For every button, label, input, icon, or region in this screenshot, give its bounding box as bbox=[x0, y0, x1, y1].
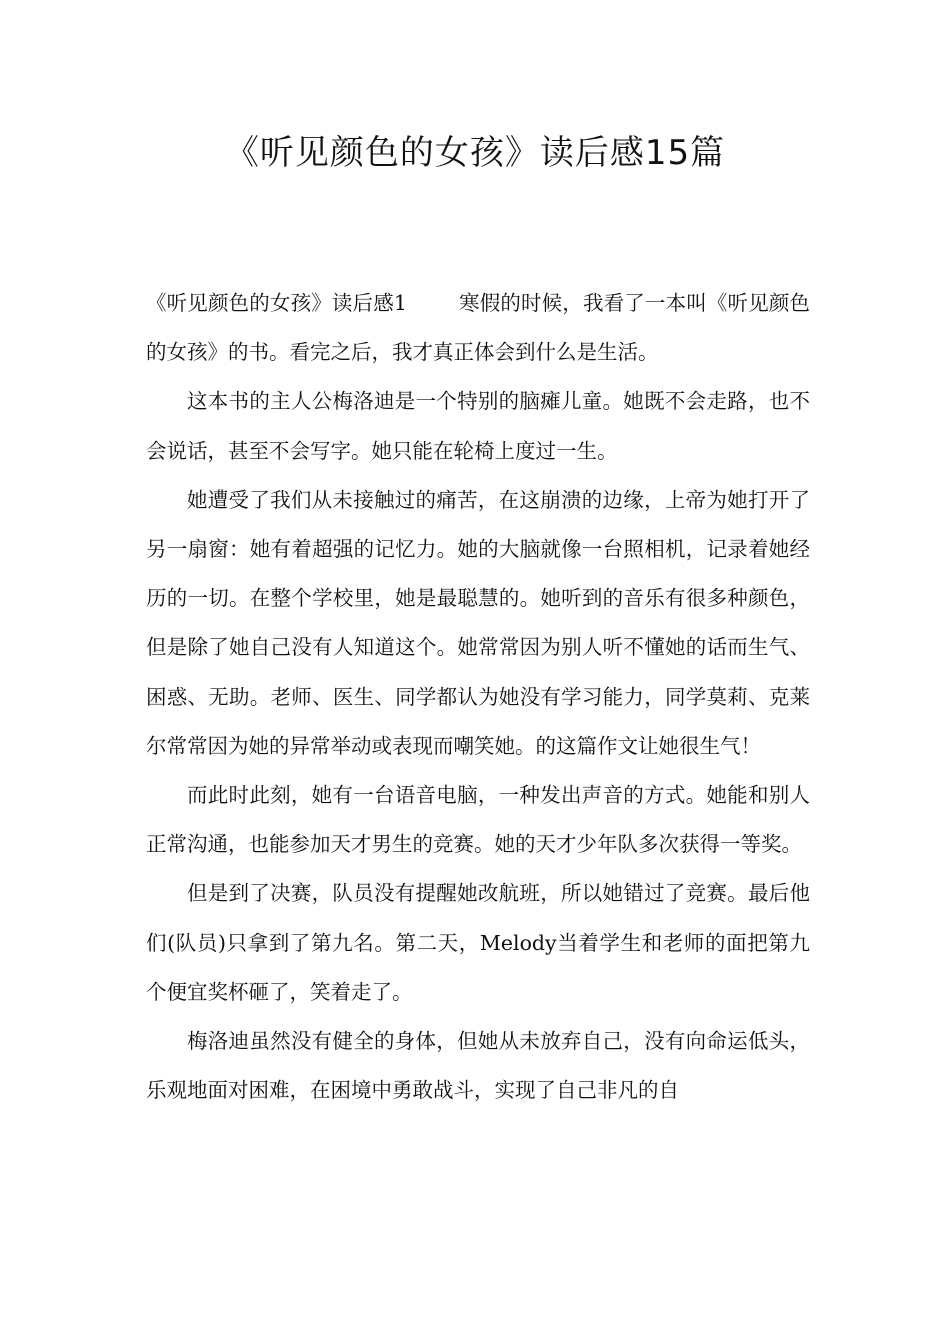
paragraph-5: 但是到了决赛，队员没有提醒她改航班，所以她错过了竞赛。最后他们(队员)只拿到了第九名。第二天，Melody当着学生和老师的面把第九个便宜奖杯砸了，笑着走了。 bbox=[146, 881, 810, 1004]
section-heading: 《听见颜色的女孩》读后感1 bbox=[146, 291, 407, 315]
document-title: 《听见颜色的女孩》读后感15篇 bbox=[224, 133, 726, 173]
paragraph-4: 而此时此刻，她有一台语音电脑，一种发出声音的方式。她能和别人正常沟通，也能参加天才男生的竞赛。她的天才少年队多次获得一等奖。 bbox=[146, 783, 810, 857]
paragraph-2: 这本书的主人公梅洛迪是一个特别的脑瘫儿童。她既不会走路，也不会说话，甚至不会写字。她只能在轮椅上度过一生。 bbox=[146, 389, 810, 463]
paragraph-6: 梅洛迪虽然没有健全的身体，但她从未放弃自己，没有向命运低头，乐观地面对困难，在困境中勇敢战斗，实现了自己非凡的自 bbox=[146, 1029, 810, 1103]
paragraph-1 bbox=[146, 279, 810, 377]
paragraph-1-text: 寒假的时候，我看了一本叫《听见颜色的女孩》的书。看完之后，我才真正体会到什么是生活。 bbox=[146, 291, 811, 365]
document-body bbox=[146, 279, 810, 1115]
paragraph-3: 她遭受了我们从未接触过的痛苦，在这崩溃的边缘，上帝为她打开了另一扇窗：她有着超强的记忆力。她的大脑就像一台照相机，记录着她经历的一切。在整个学校里，她是最聪慧的。她听到的音乐有很多种颜色，但是除了她自己没有人知道这个。她常常因为别人听不懂她的话而生气、困惑、无助。老师、医生、同学都认为她没有学习能力，同学莫莉、克莱尔常常因为她的异常举动或表现而嘲笑她。的这篇作文让她很生气！ bbox=[146, 487, 810, 758]
